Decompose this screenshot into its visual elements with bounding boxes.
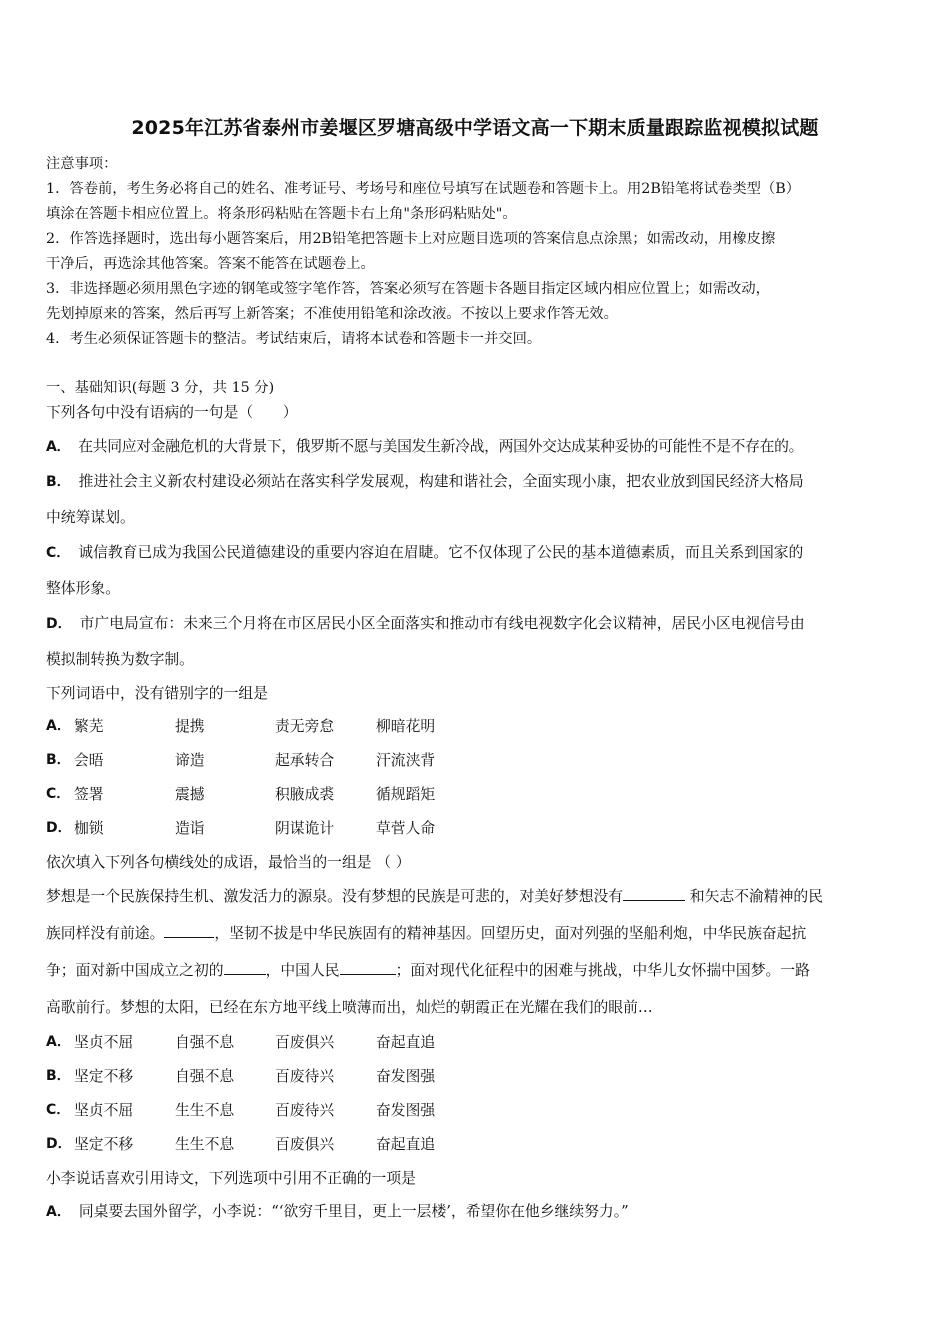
option-a	[46, 1031, 436, 1051]
option-word: 枷锁	[74, 820, 104, 837]
passage-text: ，中国人民	[265, 962, 340, 979]
option-label: A．	[46, 1204, 71, 1220]
option-a	[46, 1200, 629, 1221]
option-word: 坚贞不屈	[74, 1102, 134, 1119]
option-text: 推进社会主义新农村建设必须站在落实科学发展观，构建和谐社会，全面实现小康，把农业放到国民经济大格局	[78, 473, 804, 490]
option-b	[46, 749, 436, 769]
option-word: 谛造	[175, 752, 205, 769]
option-word: 奋发图强	[376, 1068, 436, 1085]
option-label: C．	[46, 545, 71, 561]
option-c	[46, 541, 803, 562]
option-word: 草菅人命	[376, 820, 436, 837]
option-text-cont: 整体形象。	[46, 580, 120, 597]
option-word: 阴谋诡计	[275, 820, 335, 837]
option-word: 起承转合	[275, 752, 335, 769]
option-word: 责无旁怠	[275, 718, 335, 735]
notice-line: 填涂在答题卡相应位置上。将条形码粘贴在答题卡右上角"条形码粘贴处"。	[46, 206, 517, 222]
option-text-cont: 中统筹谋划。	[46, 509, 135, 526]
option-word: 百废待兴	[275, 1068, 335, 1085]
option-label: A．	[46, 718, 71, 734]
page-title: 2025年江苏省泰州市姜堰区罗塘高级中学语文高一下期末质量跟踪监视模拟试题	[131, 117, 819, 139]
option-a	[46, 435, 803, 456]
passage-line	[46, 885, 823, 906]
notice-line: 干净后，再选涂其他答案。答案不能答在试题卷上。	[46, 256, 375, 272]
option-label: C．	[46, 1102, 71, 1118]
option-word: 自强不息	[175, 1034, 235, 1051]
option-label: B．	[46, 474, 71, 490]
option-label: A．	[46, 439, 71, 455]
option-word: 签署	[74, 786, 104, 803]
option-label: A．	[46, 1034, 71, 1050]
option-word: 繁芜	[74, 718, 104, 735]
passage-line	[46, 959, 810, 980]
option-d	[46, 817, 436, 837]
option-word: 坚贞不屈	[74, 1034, 134, 1051]
notice-line: 2．作答选择题时，选出每小题答案后，用2B铅笔把答题卡上对应题目选项的答案信息点涂黑；如需改动，用橡皮擦	[46, 231, 776, 247]
option-text: 诚信教育已成为我国公民道德建设的重要内容迫在眉睫。它不仅体现了公民的基本道德素质，而且关系到国家的	[78, 544, 804, 561]
option-word: 百废俱兴	[275, 1034, 335, 1051]
option-text-cont: 模拟制转换为数字制。	[46, 651, 194, 668]
passage-line: 高歌前行。梦想的太阳，已经在东方地平线上喷薄而出，灿烂的朝霞正在光耀在我们的眼前…	[46, 999, 653, 1016]
passage-text: 争；面对新中国成立之初的	[46, 962, 224, 979]
option-word: 坚定不移	[74, 1136, 134, 1153]
section-heading: 一、基础知识(每题 3 分，共 15 分)	[46, 380, 275, 396]
option-word: 自强不息	[175, 1068, 235, 1085]
option-word: 积腋成裘	[275, 786, 335, 803]
option-word: 汗流浃背	[376, 752, 436, 769]
option-label: C．	[46, 786, 71, 802]
option-b	[46, 470, 804, 491]
question-stem: 下列词语中，没有错别字的一组是	[46, 685, 268, 702]
passage-text: 族同样没有前途。	[46, 925, 165, 942]
option-c	[46, 783, 436, 803]
option-label: B．	[46, 1068, 71, 1084]
question-stem: 下列各句中没有语病的一句是（ ）	[46, 404, 298, 421]
fill-blank	[224, 960, 266, 975]
option-word: 奋起直追	[376, 1034, 436, 1051]
option-word: 生生不息	[175, 1102, 235, 1119]
passage-line	[46, 922, 806, 943]
option-label: B．	[46, 752, 71, 768]
option-text: 同桌要去国外留学，小李说：“‘欲穷千里目，更上一层楼’，希望你在他乡继续努力。”	[78, 1203, 629, 1220]
option-word: 坚定不移	[74, 1068, 134, 1085]
option-d	[46, 1133, 436, 1153]
option-word: 奋发图强	[376, 1102, 436, 1119]
option-b	[46, 1065, 436, 1085]
option-word: 生生不息	[175, 1136, 235, 1153]
option-label: D．	[46, 616, 72, 632]
question-stem: 依次填入下列各句横线处的成语，最恰当的一组是 （ ）	[46, 854, 411, 871]
option-a	[46, 715, 436, 735]
passage-text: 梦想是一个民族保持生机、激发活力的源泉。没有梦想的民族是可悲的，对美好梦想没有	[46, 888, 624, 905]
option-word: 震撼	[175, 786, 205, 803]
option-c	[46, 1099, 436, 1119]
option-word: 循规蹈矩	[376, 786, 436, 803]
option-word: 造诣	[175, 820, 205, 837]
passage-text: ，坚韧不拔是中华民族固有的精神基因。回望历史，面对列强的坚船利炮，中华民族奋起抗	[214, 925, 807, 942]
passage-text: ；面对现代化征程中的困难与挑战，中华儿女怀揣中国梦。一路	[395, 962, 810, 979]
option-word: 奋起直追	[376, 1136, 436, 1153]
question-stem: 小李说话喜欢引用诗文，下列选项中引用不正确的一项是	[46, 1170, 416, 1187]
option-word: 百废待兴	[275, 1102, 335, 1119]
option-label: D．	[46, 820, 72, 836]
fill-blank	[164, 923, 214, 938]
option-word: 提携	[175, 718, 205, 735]
fill-blank	[340, 960, 396, 975]
option-label: D．	[46, 1136, 72, 1152]
option-text: 在共同应对金融危机的大背景下，俄罗斯不愿与美国发生新冷战，两国外交达成某种妥协的可能性不是不存在的。	[78, 438, 804, 455]
option-word: 会晤	[74, 752, 104, 769]
notice-line: 4．考生必须保证答题卡的整洁。考试结束后，请将本试卷和答题卡一并交回。	[46, 331, 542, 347]
option-text: 市广电局宣布：未来三个月将在市区居民小区全面落实和推动市有线电视数字化会议精神，居民小区电视信号由	[79, 615, 805, 632]
option-d	[46, 612, 805, 633]
notice-line: 先划掉原来的答案，然后再写上新答案；不准使用铅笔和涂改液。不按以上要求作答无效。	[46, 306, 618, 322]
notice-line: 3．非选择题必须用黑色字迹的钢笔或签字笔作答，答案必须写在答题卡各题目指定区域内相应位置上；如需改动，	[46, 281, 770, 297]
notice-heading: 注意事项：	[46, 156, 118, 172]
option-word: 柳暗花明	[376, 718, 436, 735]
fill-blank	[623, 886, 685, 901]
passage-text: 和矢志不渝精神的民	[689, 888, 823, 905]
option-word: 百废俱兴	[275, 1136, 335, 1153]
notice-line: 1．答卷前，考生务必将自己的姓名、准考证号、考场号和座位号填写在试题卷和答题卡上。用2B铅笔将试卷类型（B）	[46, 181, 801, 197]
